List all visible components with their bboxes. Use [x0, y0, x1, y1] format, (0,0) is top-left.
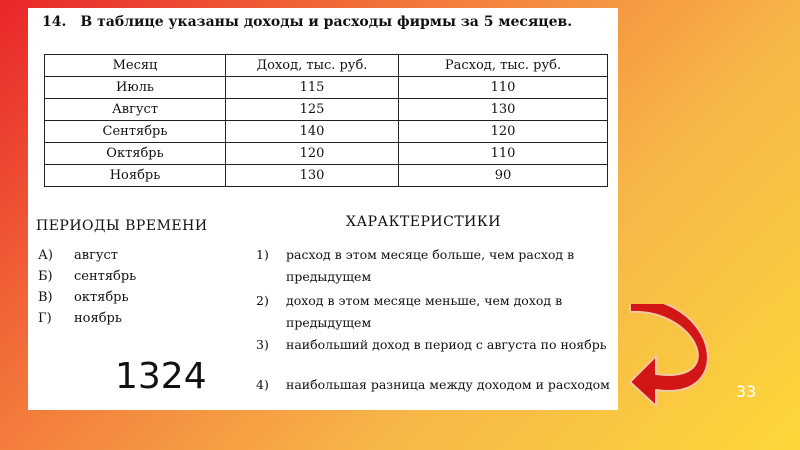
characteristic-text: наибольший доход в период с августа по ноябрь [286, 337, 607, 352]
month-cell: Сентябрь [45, 121, 226, 143]
slide-content [28, 8, 618, 410]
table-row [45, 143, 608, 165]
characteristics-title: ХАРАКТЕРИСТИКИ [346, 214, 501, 230]
income-expense-table [44, 54, 608, 187]
period-text: октябрь [74, 290, 129, 305]
month-cell: Август [45, 99, 226, 121]
slide-number: 33 [736, 382, 757, 401]
period-item-b [38, 269, 136, 284]
task-number: 14. [42, 14, 67, 30]
expense-cell: 130 [399, 99, 608, 121]
answer: 1324 [115, 356, 207, 397]
period-text: ноябрь [74, 311, 122, 326]
table-row [45, 77, 608, 99]
period-item-v [38, 290, 129, 305]
column-header-expense: Расход, тыс. руб. [399, 55, 608, 77]
curved-arrow-icon [626, 304, 718, 406]
income-cell: 125 [226, 99, 399, 121]
expense-cell: 120 [399, 121, 608, 143]
month-cell: Июль [45, 77, 226, 99]
income-cell: 140 [226, 121, 399, 143]
column-header-month: Месяц [45, 55, 226, 77]
task-title [42, 14, 572, 30]
period-letter: А) [38, 248, 53, 263]
period-item-g [38, 311, 122, 326]
table-row [45, 99, 608, 121]
table-row [45, 165, 608, 187]
characteristic-number: 2) [256, 293, 269, 308]
characteristic-item-1 [256, 244, 616, 288]
characteristic-text: наибольшая разница между доходом и расходом [286, 377, 610, 392]
period-text: август [74, 248, 119, 263]
characteristic-number: 3) [256, 337, 269, 352]
column-header-income: Доход, тыс. руб. [226, 55, 399, 77]
month-cell: Октябрь [45, 143, 226, 165]
month-cell: Ноябрь [45, 165, 226, 187]
expense-cell: 110 [399, 77, 608, 99]
characteristic-item-4 [256, 374, 616, 396]
characteristic-item-3 [256, 334, 616, 356]
expense-cell: 90 [399, 165, 608, 187]
characteristic-text: расход в этом месяце больше, чем расход в предыдущем [286, 247, 575, 284]
task-text: В таблице указаны доходы и расходы фирмы за 5 месяцев. [80, 14, 573, 30]
table-header-row [45, 55, 608, 77]
period-letter: Б) [38, 269, 53, 284]
expense-cell: 110 [399, 143, 608, 165]
characteristic-number: 4) [256, 377, 269, 392]
period-letter: Г) [38, 311, 52, 326]
task-card [28, 8, 618, 208]
period-text: сентябрь [74, 269, 137, 284]
periods-title: ПЕРИОДЫ ВРЕМЕНИ [36, 218, 208, 234]
income-cell: 120 [226, 143, 399, 165]
table-row [45, 121, 608, 143]
income-cell: 130 [226, 165, 399, 187]
income-cell: 115 [226, 77, 399, 99]
characteristic-number: 1) [256, 247, 269, 262]
characteristic-item-2 [256, 290, 616, 334]
characteristic-text: доход в этом месяце меньше, чем доход в предыдущем [286, 293, 563, 330]
period-item-a [38, 248, 118, 263]
period-letter: В) [38, 290, 53, 305]
matching-card [28, 210, 618, 410]
